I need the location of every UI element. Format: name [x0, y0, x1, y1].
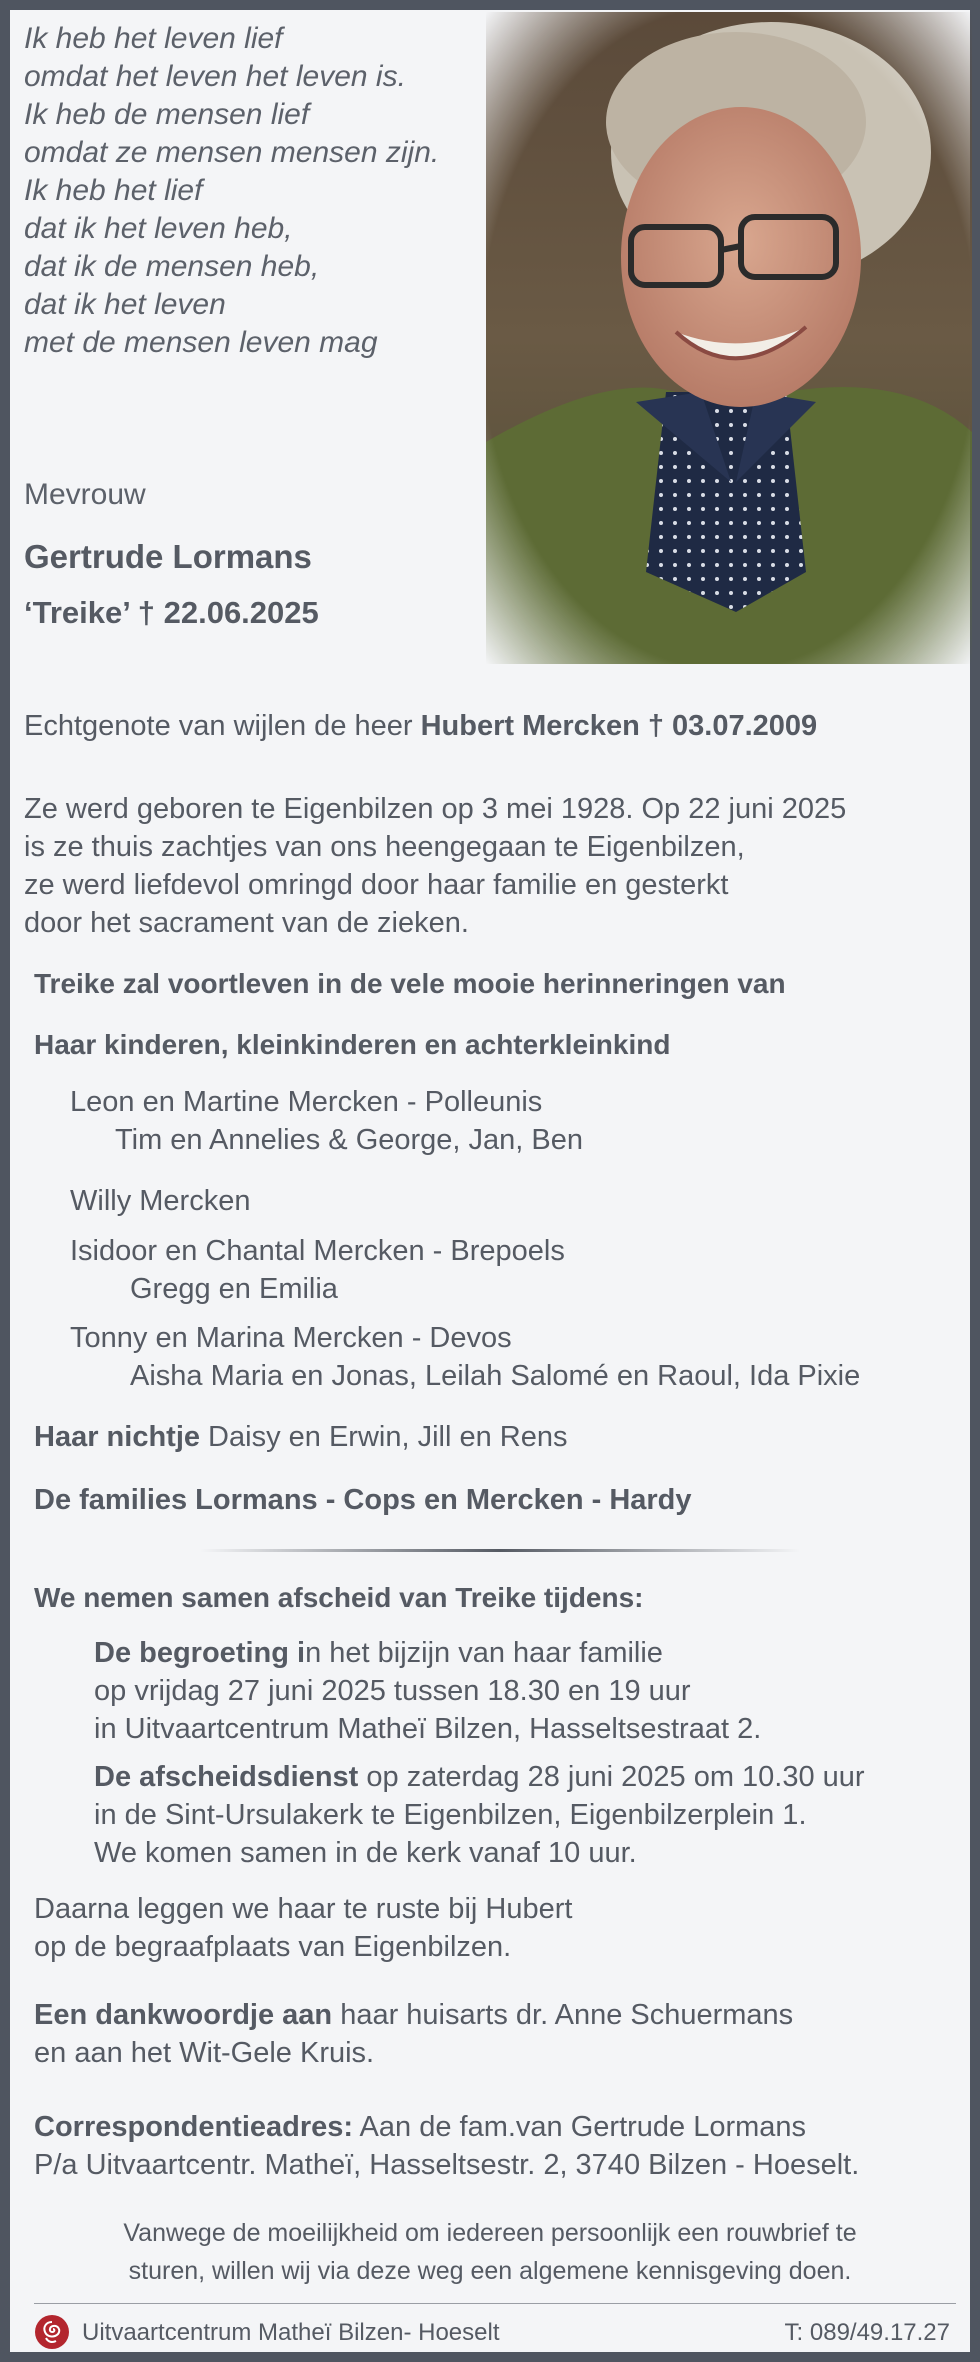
- niece-label: Haar nichtje: [34, 1421, 200, 1453]
- poem-line: Ik heb de mensen lief: [24, 98, 310, 131]
- notice-line: sturen, willen wij via deze weg een algemene kennisgeving doen.: [128, 2257, 852, 2285]
- funeral-home-phone: T: 089/49.17.27: [784, 2319, 950, 2346]
- rose-logo-icon: [34, 2314, 70, 2350]
- farewell-heading: We nemen samen afscheid van Treike tijdens:: [34, 1582, 644, 1613]
- niece-line: [34, 1421, 567, 1454]
- poem-line: dat ik het leven heb,: [24, 212, 293, 245]
- service-block: [94, 1758, 865, 1872]
- family-line: Isidoor en Chantal Mercken - Brepoels: [70, 1235, 565, 1267]
- families-line: De families Lormans - Cops en Mercken - Hardy: [34, 1484, 692, 1516]
- funeral-home-name: Uitvaartcentrum Matheï Bilzen- Hoeselt: [82, 2319, 500, 2346]
- family-subline: Tim en Annelies & George, Jan, Ben: [115, 1124, 584, 1156]
- greeting-line: in Uitvaartcentrum Matheï Bilzen, Hasseltsestraat 2.: [94, 1713, 762, 1745]
- section-divider: [200, 1549, 800, 1552]
- poem-line: Ik heb het leven lief: [24, 22, 283, 55]
- thanks-text: haar huisarts dr. Anne Schuermans: [332, 1999, 794, 2031]
- thanks-block: [34, 1996, 793, 2072]
- niece-names: Daisy en Erwin, Jill en Rens: [200, 1421, 568, 1453]
- poem-line: omdat ze mensen mensen zijn.: [24, 136, 440, 169]
- bio-line: Ze werd geboren te Eigenbilzen op 3 mei 1928. Op 22 juni 2025: [24, 793, 847, 825]
- family-line: Tonny en Marina Mercken - Devos: [70, 1322, 512, 1354]
- poem: [24, 20, 494, 362]
- spouse-prefix: Echtgenote van wijlen de heer: [24, 710, 421, 742]
- poem-line: Ik heb het lief: [24, 174, 203, 207]
- poem-line: met de mensen leven mag: [24, 326, 378, 359]
- deceased-nickname-date: ‘Treike’ † 22.06.2025: [24, 595, 319, 630]
- family-subline: Aisha Maria en Jonas, Leilah Salomé en Raoul, Ida Pixie: [130, 1360, 861, 1392]
- general-notice: [30, 2214, 950, 2290]
- deceased-name: Gertrude Lormans: [24, 538, 312, 575]
- service-line: We komen samen in de kerk vanaf 10 uur.: [94, 1837, 637, 1869]
- thanks-line: en aan het Wit-Gele Kruis.: [34, 2037, 375, 2069]
- service-label: De afscheidsdienst: [94, 1761, 359, 1793]
- service-line: in de Sint-Ursulakerk te Eigenbilzen, Eigenbilzerplein 1.: [94, 1799, 807, 1831]
- spouse-name: Hubert Mercken † 03.07.2009: [420, 710, 818, 742]
- correspondence-text: Aan de fam.van Gertrude Lormans: [353, 2111, 807, 2143]
- remembrance-heading: Treike zal voortleven in de vele mooie herinneringen van: [34, 968, 786, 999]
- salutation: Mevrouw: [24, 478, 146, 511]
- thanks-label: Een dankwoordje aan: [34, 1999, 333, 2031]
- family-line: Leon en Martine Mercken - Polleunis: [70, 1086, 543, 1118]
- correspondence-line: P/a Uitvaartcentr. Matheï, Hasseltsestr. 2, 3740 Bilzen - Hoeselt.: [34, 2149, 860, 2181]
- burial-block: [34, 1890, 572, 1966]
- bio-line: ze werd liefdevol omringd door haar familie en gesterkt: [24, 869, 729, 901]
- footer-divider: [34, 2303, 956, 2304]
- bio-line: is ze thuis zachtjes van ons heengegaan te Eigenbilzen,: [24, 831, 745, 863]
- obituary-card: [10, 10, 970, 2352]
- family-line: Willy Mercken: [70, 1185, 251, 1217]
- poem-line: dat ik de mensen heb,: [24, 250, 320, 283]
- greeting-block: [94, 1634, 761, 1748]
- service-text: op zaterdag 28 juni 2025 om 10.30 uur: [358, 1761, 865, 1793]
- family-subline: Gregg en Emilia: [130, 1273, 338, 1305]
- greeting-line: op vrijdag 27 juni 2025 tussen 18.30 en 19 uur: [94, 1675, 691, 1707]
- burial-line: Daarna leggen we haar te ruste bij Hubert: [34, 1893, 573, 1925]
- children-heading: Haar kinderen, kleinkinderen en achterkleinkind: [34, 1029, 671, 1060]
- portrait-photo: [486, 12, 972, 664]
- correspondence-block: [34, 2108, 859, 2184]
- biography: [24, 790, 964, 942]
- poem-line: omdat het leven het leven is.: [24, 60, 406, 93]
- correspondence-label: Correspondentieadres:: [34, 2111, 354, 2143]
- notice-line: Vanwege de moeilijkheid om iedereen persoonlijk een rouwbrief te: [123, 2219, 857, 2247]
- greeting-text: n het bijzijn van haar familie: [305, 1637, 663, 1669]
- greeting-label: De begroeting i: [94, 1637, 306, 1669]
- burial-line: op de begraafplaats van Eigenbilzen.: [34, 1931, 512, 1963]
- bio-line: door het sacrament van de zieken.: [24, 907, 469, 939]
- poem-line: dat ik het leven: [24, 288, 226, 321]
- spouse-line: [24, 710, 817, 743]
